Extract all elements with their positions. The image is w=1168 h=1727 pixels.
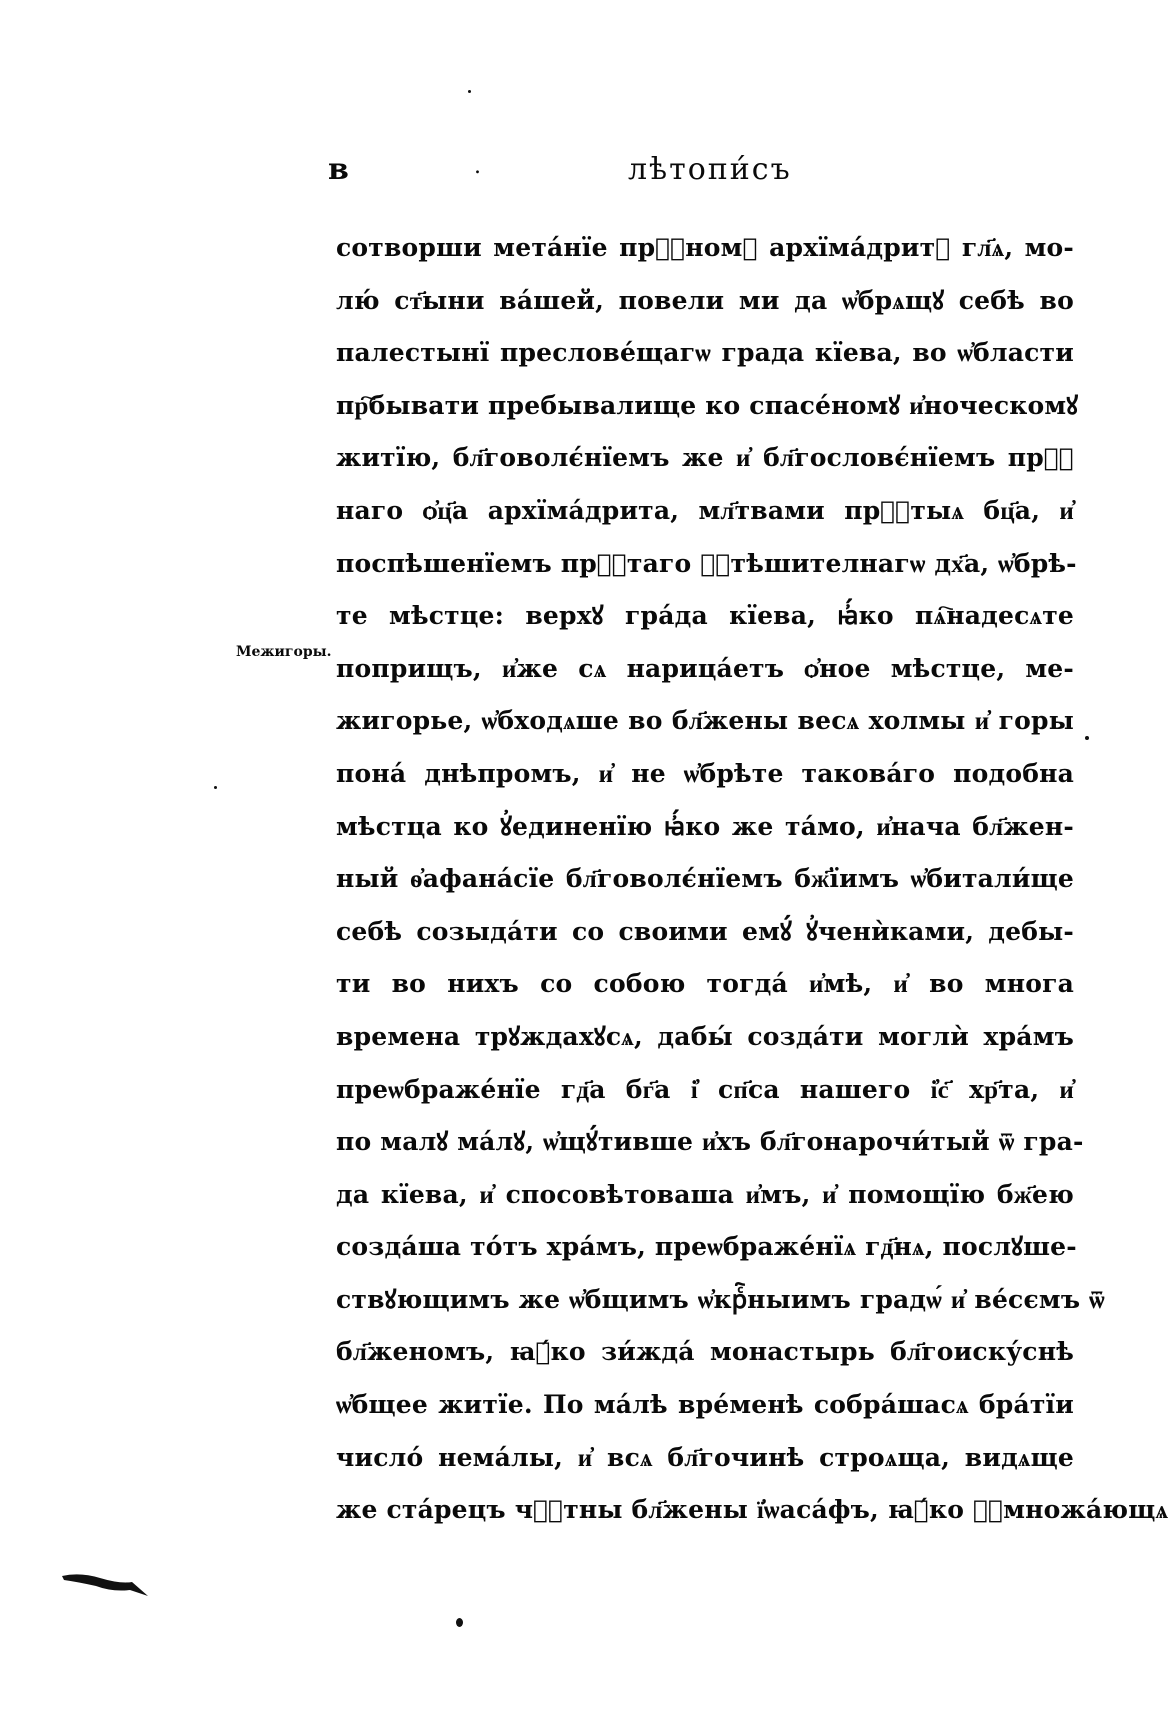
running-title: лѣтопи́съ <box>628 152 792 187</box>
text-line: себѣ созыда́ти со своими емꙋ́ ꙋ҆ченѝками, дебы- <box>336 916 1074 946</box>
text-line: ти во нихъ со собою тогда́ и҆мѣ, и҆ во многа <box>336 969 1074 999</box>
text-line: да кїева, и҆ спосовѣтоваша и҆мъ, и҆ помощїю бж҃ею <box>336 1179 1074 1209</box>
text-line: ѡ҆бщее житїе. По ма́лѣ вре́менѣ собра́шасѧ бра́тїи <box>336 1390 1074 1420</box>
text-line: времена трꙋждахꙋсѧ, дабы́ созда́ти моглѝ хра́мъ <box>336 1021 1074 1051</box>
text-line: поспѣшенїемъ прⷭ҇таго ꙋ҆тѣшителнагѡ дх҃а, ѡ҆брѣ- <box>336 548 1077 578</box>
text-line: палестынї преслове́щагѡ града кїева, во ѡ҆бласти <box>336 338 1074 368</box>
text-line: жигорье, ѡ҆бходѧше во бл҃жены весѧ холмы и҆ горы <box>336 706 1074 736</box>
page-header <box>328 152 1068 196</box>
text-line: те мѣстце: верхꙋ гра́да кїева, ꙗ҆́ко пѧ҇надесѧте <box>336 601 1074 631</box>
text-line: же ста́рецъ чⷭ҇тны бл҃жены ї҆ѡаса́фъ, ꙗ҆́ко ꙋ҆множа́ющѧ <box>336 1495 1168 1525</box>
text-line: ствꙋющимъ же ѡ҆бщимъ ѡ҆крⷭ҇ныимъ градѡ́ и҆ ве́сємъ ѿ <box>336 1284 1105 1314</box>
body-text <box>336 222 1168 1537</box>
text-line: поприщъ, и҆же сѧ нарица́етъ ѻ҆ное мѣстце, ме- <box>336 653 1074 683</box>
text-line: по малꙋ ма́лꙋ, ѡ҆щꙋ́тивше и҆хъ бл҃гонарочи́тый ѿ гра- <box>336 1127 1084 1157</box>
scan-smudge <box>60 1568 150 1598</box>
text-line: ный ѳ҆афана́сїе бл҃говолє́нїемъ бж҃їимъ ѡ҆битали́ще <box>336 864 1074 894</box>
text-line: житїю, бл҃говолє́нїемъ же и҆ бл҃гословє́нїемъ прⷭ҇ <box>336 443 1074 473</box>
page-number: в <box>328 152 349 187</box>
scan-speck <box>456 1618 463 1627</box>
scan-speck <box>214 786 217 789</box>
scan-speck <box>1085 736 1089 740</box>
text-line: бл҃женомъ, ꙗ҆́ко зи́жда́ монастырь бл҃гоиску́снѣ <box>336 1337 1074 1367</box>
text-line: сотворши мета́нїе прⷭ҇номꙋ архїма́дритꙋ гл҃ѧ, мо- <box>336 233 1074 262</box>
text-line: лю́ ст҃ыни ва́шей, повели ми да ѡ҆брѧщꙋ себѣ во <box>336 285 1074 315</box>
text-line: пр҇бывати пребывалище ко спасе́номꙋ и҆ноческомꙋ <box>336 390 1079 420</box>
text-line: мѣстца ко ꙋ҆единенїю ꙗ҆́ко же та́мо, и҆нача бл҃жен- <box>336 811 1074 841</box>
text-line: наго ѻ҆ц҃а архїма́дрита, мл҃твами прⷭ҇тыѧ бц҃а, и҆ <box>336 495 1074 525</box>
text-line: преѡбраже́нїе гд҃а бг҃а і҆ сп҃са нашего і҆с҃ хр҃та, и҆ <box>336 1074 1074 1104</box>
text-line: созда́ша то́тъ хра́мъ, преѡбраже́нїѧ гд҃нѧ, послꙋше- <box>336 1232 1077 1262</box>
margin-note: Межигоры. <box>236 644 332 660</box>
text-line: пона́ днѣпромъ, и҆ не ѡ҆брѣте такова́го подобна <box>336 758 1074 788</box>
scan-speck <box>468 90 471 93</box>
header-dot: . <box>474 154 481 179</box>
text-line: число́ нема́лы, и҆ всѧ бл҃гочинѣ строѧща, видѧще <box>336 1442 1074 1472</box>
